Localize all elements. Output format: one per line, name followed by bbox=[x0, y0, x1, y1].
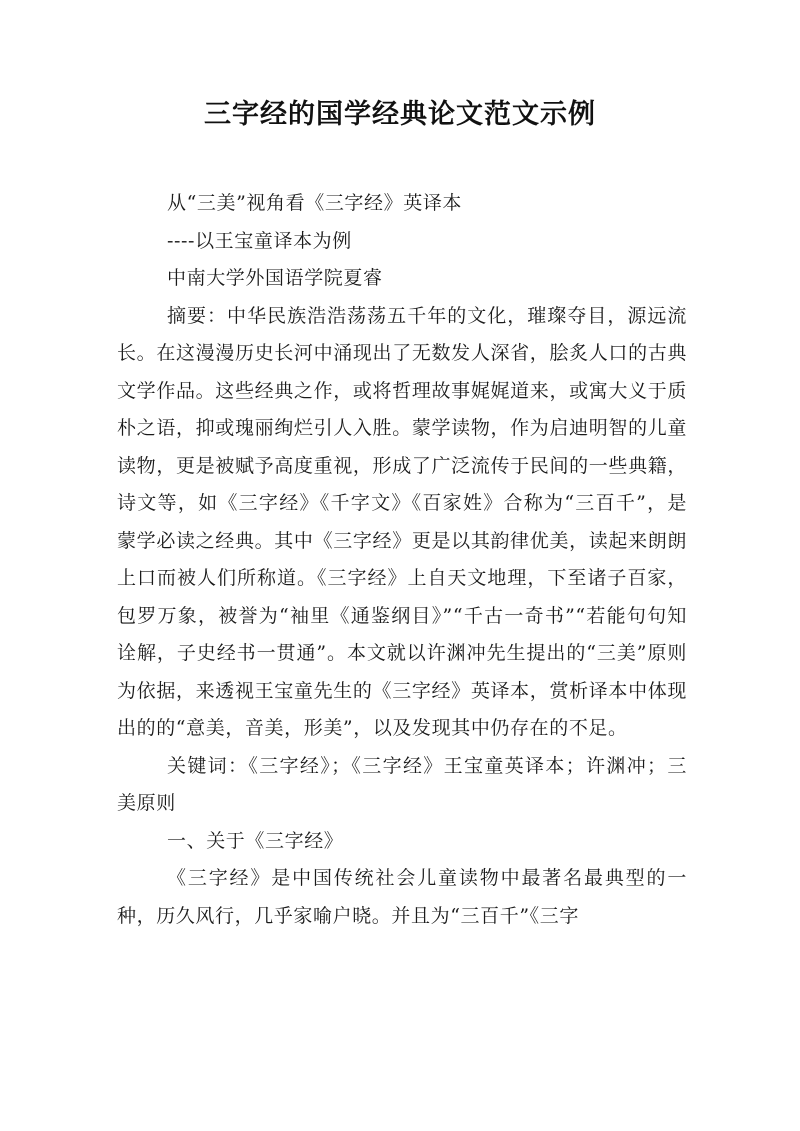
document-title: 三字经的国学经典论文范文示例 bbox=[204, 99, 596, 130]
abstract-paragraph: 摘要：中华民族浩浩荡荡五千年的文化，璀璨夺目，源远流长。在这漫漫历史长河中涌现出了无数发人深省，脍炙人口的古典文学作品。这些经典之作，或将哲理故事娓娓道来，或寓大义于质朴之语，抑或瑰丽绚烂引人入胜。蒙学读物，作为启迪明智的儿童读物，更是被赋予高度重视，形成了广泛流传于民间的一些典籍，诗文等，如《三字经》《千字文》《百家姓》合称为“三百千”，是蒙学必读之经典。其中《三字经》更是以其韵律优美，读起来朗朗上口而被人们所称道。《三字经》上自天文地理，下至诸子百家，包罗万象，被誉为“袖里《通鉴纲目》”“千古一奇书”“若能句句知诠解，子史经书一贯通”。本文就以许渊冲先生提出的“三美”原则为依据，来透视王宝童先生的《三字经》英译本，赏析译本中体现出的的“意美，音美，形美”，以及发现其中仍存在的不足。 bbox=[117, 304, 687, 739]
section-paragraph: 《三字经》是中国传统社会儿童读物中最著名最典型的一种，历久风行，几乎家喻户晓。并且为“三百千”《三字 bbox=[117, 867, 687, 927]
keywords-paragraph: 关键词：《三字经》；《三字经》王宝童英译本；许渊冲；三美原则 bbox=[117, 754, 687, 814]
paper-subtitle-line2: ----以王宝童译本为例 bbox=[167, 229, 352, 252]
author-line: 中南大学外国语学院夏睿 bbox=[167, 267, 383, 289]
paper-subtitle: 从“三美”视角看《三字经》英译本 bbox=[167, 192, 463, 214]
document-body bbox=[117, 185, 687, 935]
section-heading: 一、关于《三字经》 bbox=[167, 829, 344, 852]
